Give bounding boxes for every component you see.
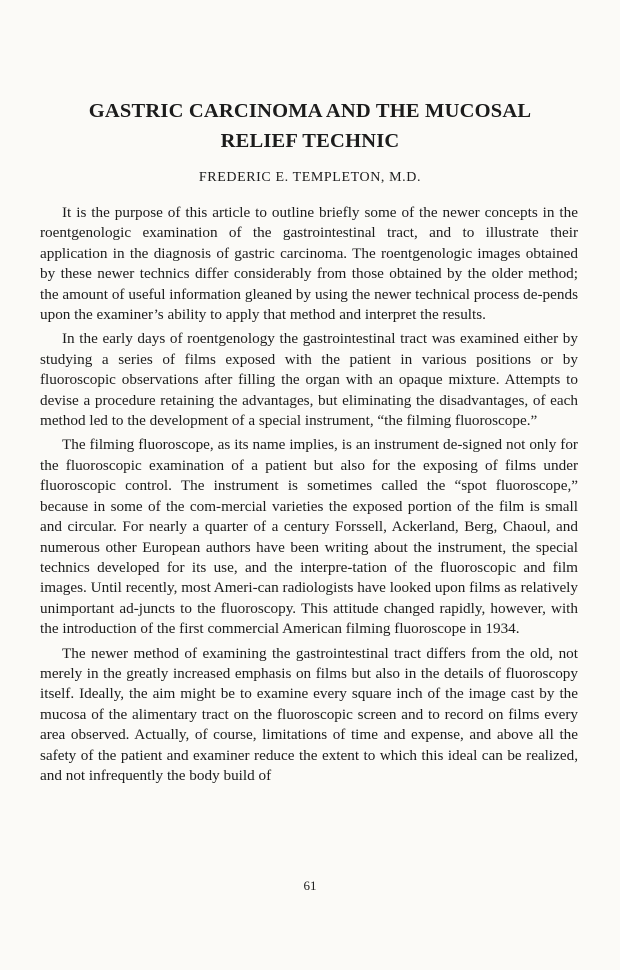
title-line-1: GASTRIC CARCINOMA AND THE MUCOSAL (88, 100, 532, 122)
paragraph-2: In the early days of roentgenology the gastrointestinal tract was examined either by studying a series of films exposed with the patient in various positions or by fluoroscopic observations after filling the organ with an opaque mixture. Attempts to devise a procedure retaining the advantages, but eliminating the disadvantages, of each method led to the development of a special instrument, “the filming fluoroscope.” (40, 330, 578, 430)
article-body (40, 203, 578, 790)
author-byline: FREDERIC E. TEMPLETON, M.D. (198, 170, 422, 185)
paragraph-1: It is the purpose of this article to outline briefly some of the newer concepts in the roentgenologic examination of the gastrointestinal tract, and to illustrate their application in the diagnosis of gastric carcinoma. The roentgenologic images obtained by these newer technics differ considerably from those obtained by the older method; the amount of useful information gleaned by using the newer technical process de-pends upon the examiner’s ability to apply that method and interpret the results. (40, 204, 578, 324)
title-line-2: RELIEF TECHNIC (220, 130, 400, 152)
paragraph-3: The filming fluoroscope, as its name implies, is an instrument de-signed not only for the fluoroscopic examination of a patient but also for the exposing of films under fluoroscopic control. The instrument is sometimes called the “spot fluoroscope,” because in some of the com-mercial varieties the exposed portion of the film is small and circular. For nearly a quarter of a century Forssell, Ackerland, Berg, Chaoul, and numerous other European authors have been writing about the instrument, the special technics developed for its use, and the interpre-tation of the fluoroscopic and film images. Until recently, most Ameri-can radiologists have looked upon films as relatively unimportant ad-juncts to the fluoroscopy. This attitude changed rapidly, however, with the introduction of the first commercial American filming fluoroscope in 1934. (40, 436, 578, 638)
page-number: 61 (303, 878, 317, 893)
paragraph-4: The newer method of examining the gastrointestinal tract differs from the old, not merely in the greatly increased emphasis on films but also in the details of fluoroscopy itself. Ideally, the aim might be to examine every square inch of the image cast by the mucosa of the alimentary tract on the fluoroscopic screen and to record on films every area observed. Actually, of course, limitations of time and expense, and above all the safety of the patient and examiner reduce the extent to which this ideal can be realized, and not infrequently the body build of (40, 644, 578, 784)
article-title (40, 96, 580, 156)
